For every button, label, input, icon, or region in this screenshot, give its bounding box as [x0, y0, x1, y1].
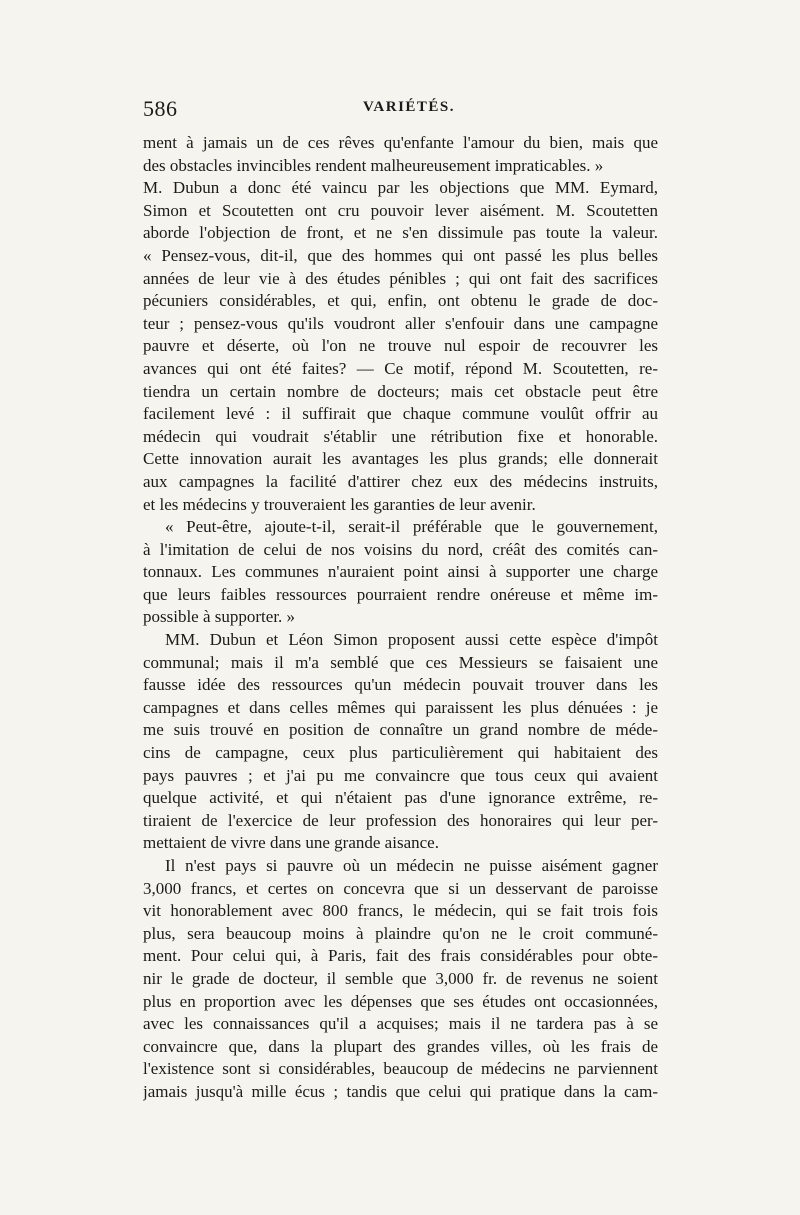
text-line: plus en proportion avec les dépenses que ses études ont occasionnées,: [143, 991, 658, 1011]
text-line: « Peut-être, ajoute-t-il, serait-il préférable que le gouvernement,: [165, 517, 658, 537]
text-line: que leurs faibles ressources pourraient rendre onéreuse et même im-: [143, 584, 658, 604]
text-line: tonnaux. Les communes n'auraient point ainsi à supporter une charge: [143, 562, 658, 582]
text-line: avances qui ont été faites? — Ce motif, répond M. Scoutetten, re-: [143, 358, 658, 378]
body-text: [143, 132, 658, 1104]
text-line: l'existence sont si considérables, beaucoup de médecins ne parviennent: [143, 1059, 658, 1079]
text-line: et les médecins y trouveraient les garanties de leur avenir.: [143, 494, 536, 514]
text-line: communal; mais il m'a semblé que ces Messieurs se faisaient une: [143, 652, 658, 672]
text-line: pauvre et déserte, où l'on ne trouve nul espoir de recouvrer les: [143, 336, 658, 356]
text-line: des obstacles invincibles rendent malheureusement impraticables. »: [143, 155, 604, 175]
running-head: VARIÉTÉS.: [363, 99, 456, 115]
text-line: teur ; pensez-vous qu'ils voudront aller s'enfouir dans une campagne: [143, 313, 658, 333]
text-line: vit honorablement avec 800 francs, le médecin, qui se fait trois fois: [143, 901, 658, 921]
text-line: MM. Dubun et Léon Simon proposent aussi cette espèce d'impôt: [165, 630, 658, 650]
text-line: aux campagnes la facilité d'attirer chez eux des médecins instruits,: [143, 471, 658, 491]
text-line: à l'imitation de celui de nos voisins du nord, créât des comités can-: [143, 539, 658, 559]
text-line: années de leur vie à des études pénibles ; qui ont fait des sacrifices: [143, 268, 658, 288]
text-line: Cette innovation aurait les avantages les plus grands; elle donnerait: [143, 449, 658, 469]
text-line: médecin qui voudrait s'établir une rétribution fixe et honorable.: [143, 426, 658, 446]
page-header: [143, 96, 658, 126]
text-line: pays pauvres ; et j'ai pu me convaincre que tous ceux qui avaient: [143, 765, 658, 785]
text-line: plus, sera beaucoup moins à plaindre qu'on ne le croit communé-: [143, 923, 658, 943]
text-line: ment. Pour celui qui, à Paris, fait des frais considérables pour obte-: [143, 946, 658, 966]
text-line: avec les connaissances qu'il a acquises; mais il ne tardera pas à se: [143, 1014, 658, 1034]
text-line: ment à jamais un de ces rêves qu'enfante l'amour du bien, mais que: [143, 133, 658, 152]
text-line: pécuniers considérables, et qui, enfin, ont obtenu le grade de doc-: [143, 291, 658, 311]
page-number: 586: [143, 96, 178, 121]
text-line: possible à supporter. »: [143, 607, 296, 627]
text-line: nir le grade de docteur, il semble que 3,000 fr. de revenus ne soient: [143, 968, 658, 988]
text-line: 3,000 francs, et certes on concevra que si un desservant de paroisse: [143, 878, 658, 898]
text-line: aborde l'objection de front, et ne s'en dissimule pas toute la valeur.: [143, 223, 658, 243]
text-line: quelque activité, et qui n'étaient pas d'une ignorance extrême, re-: [143, 788, 658, 808]
text-line: me suis trouvé en position de connaître un grand nombre de méde-: [143, 720, 658, 740]
text-line: Il n'est pays si pauvre où un médecin ne puisse aisément gagner: [165, 856, 658, 875]
text-line: facilement levé : il suffirait que chaque commune voulût offrir au: [143, 404, 658, 424]
text-line: cins de campagne, ceux plus particulièrement qui habitaient des: [143, 743, 658, 763]
text-line: convaincre que, dans la plupart des grandes villes, où les frais de: [143, 1036, 658, 1056]
text-line: M. Dubun a donc été vaincu par les objections que MM. Eymard,: [143, 178, 658, 198]
text-line: campagnes et dans celles mêmes qui paraissent les plus dénuées : je: [143, 697, 658, 717]
text-line: jamais jusqu'à mille écus ; tandis que celui qui pratique dans la cam-: [143, 1081, 658, 1101]
text-line: « Pensez-vous, dit-il, que des hommes qui ont passé les plus belles: [143, 245, 658, 265]
text-line: Simon et Scoutetten ont cru pouvoir lever aisément. M. Scoutetten: [143, 200, 658, 220]
text-line: fausse idée des ressources qu'un médecin pouvait trouver dans les: [143, 675, 658, 695]
text-line: tiendra un certain nombre de docteurs; mais cet obstacle peut être: [143, 381, 658, 401]
text-line: mettaient de vivre dans une grande aisance.: [143, 833, 439, 853]
text-line: tiraient de l'exercice de leur profession des honoraires qui leur per-: [143, 810, 658, 830]
